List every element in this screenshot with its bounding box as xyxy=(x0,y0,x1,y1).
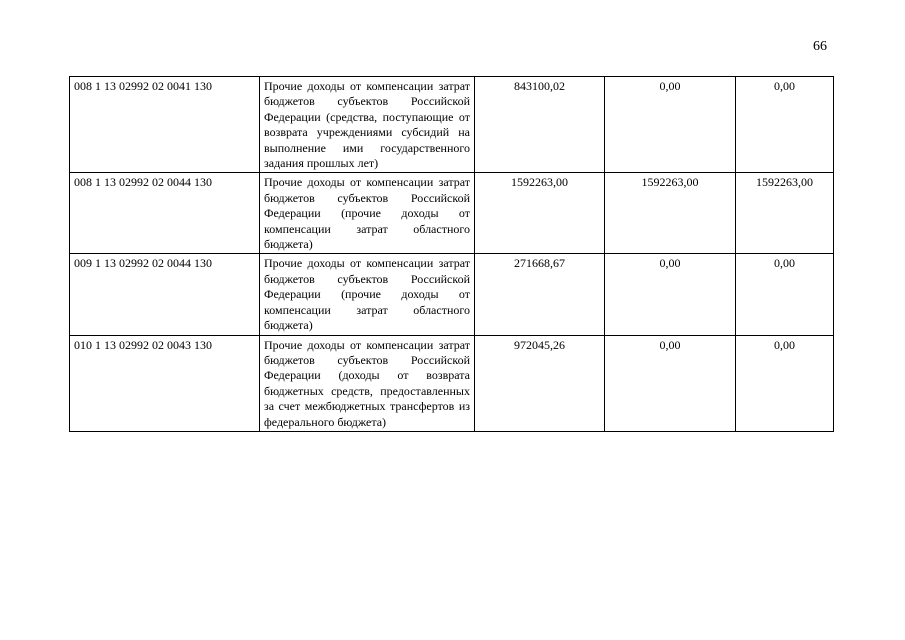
description-cell: Прочие доходы от компенсации затрат бюджетов субъектов Российской Федерации (прочие доходы от компенсации затрат областного бюджета) xyxy=(260,173,475,254)
budget-code-cell: 009 1 13 02992 02 0044 130 xyxy=(70,254,260,335)
budget-code-cell: 008 1 13 02992 02 0041 130 xyxy=(70,77,260,173)
value-2-cell: 0,00 xyxy=(605,77,736,173)
page-number: 66 xyxy=(813,39,827,54)
value-1-cell: 843100,02 xyxy=(475,77,605,173)
value-1-cell: 271668,67 xyxy=(475,254,605,335)
revenue-table xyxy=(69,76,834,432)
value-3-cell: 0,00 xyxy=(736,335,834,431)
value-2-cell: 0,00 xyxy=(605,254,736,335)
value-3-cell: 1592263,00 xyxy=(736,173,834,254)
budget-code-cell: 010 1 13 02992 02 0043 130 xyxy=(70,335,260,431)
description-cell: Прочие доходы от компенсации затрат бюджетов субъектов Российской Федерации (прочие доходы от компенсации затрат областного бюджета) xyxy=(260,254,475,335)
value-1-cell: 1592263,00 xyxy=(475,173,605,254)
value-2-cell: 1592263,00 xyxy=(605,173,736,254)
table-row xyxy=(70,77,834,173)
value-2-cell: 0,00 xyxy=(605,335,736,431)
description-cell: Прочие доходы от компенсации затрат бюджетов субъектов Российской Федерации (доходы от возврата бюджетных средств, предоставленных за счет межбюджетных трансфертов из федерального бюджета) xyxy=(260,335,475,431)
budget-code-cell: 008 1 13 02992 02 0044 130 xyxy=(70,173,260,254)
value-1-cell: 972045,26 xyxy=(475,335,605,431)
value-3-cell: 0,00 xyxy=(736,77,834,173)
table-row xyxy=(70,254,834,335)
table-row xyxy=(70,173,834,254)
value-3-cell: 0,00 xyxy=(736,254,834,335)
table-row xyxy=(70,335,834,431)
description-cell: Прочие доходы от компенсации затрат бюджетов субъектов Российской Федерации (средства, поступающие от возврата учреждениями субсидий на выполнение ими государственного задания прошлых лет) xyxy=(260,77,475,173)
